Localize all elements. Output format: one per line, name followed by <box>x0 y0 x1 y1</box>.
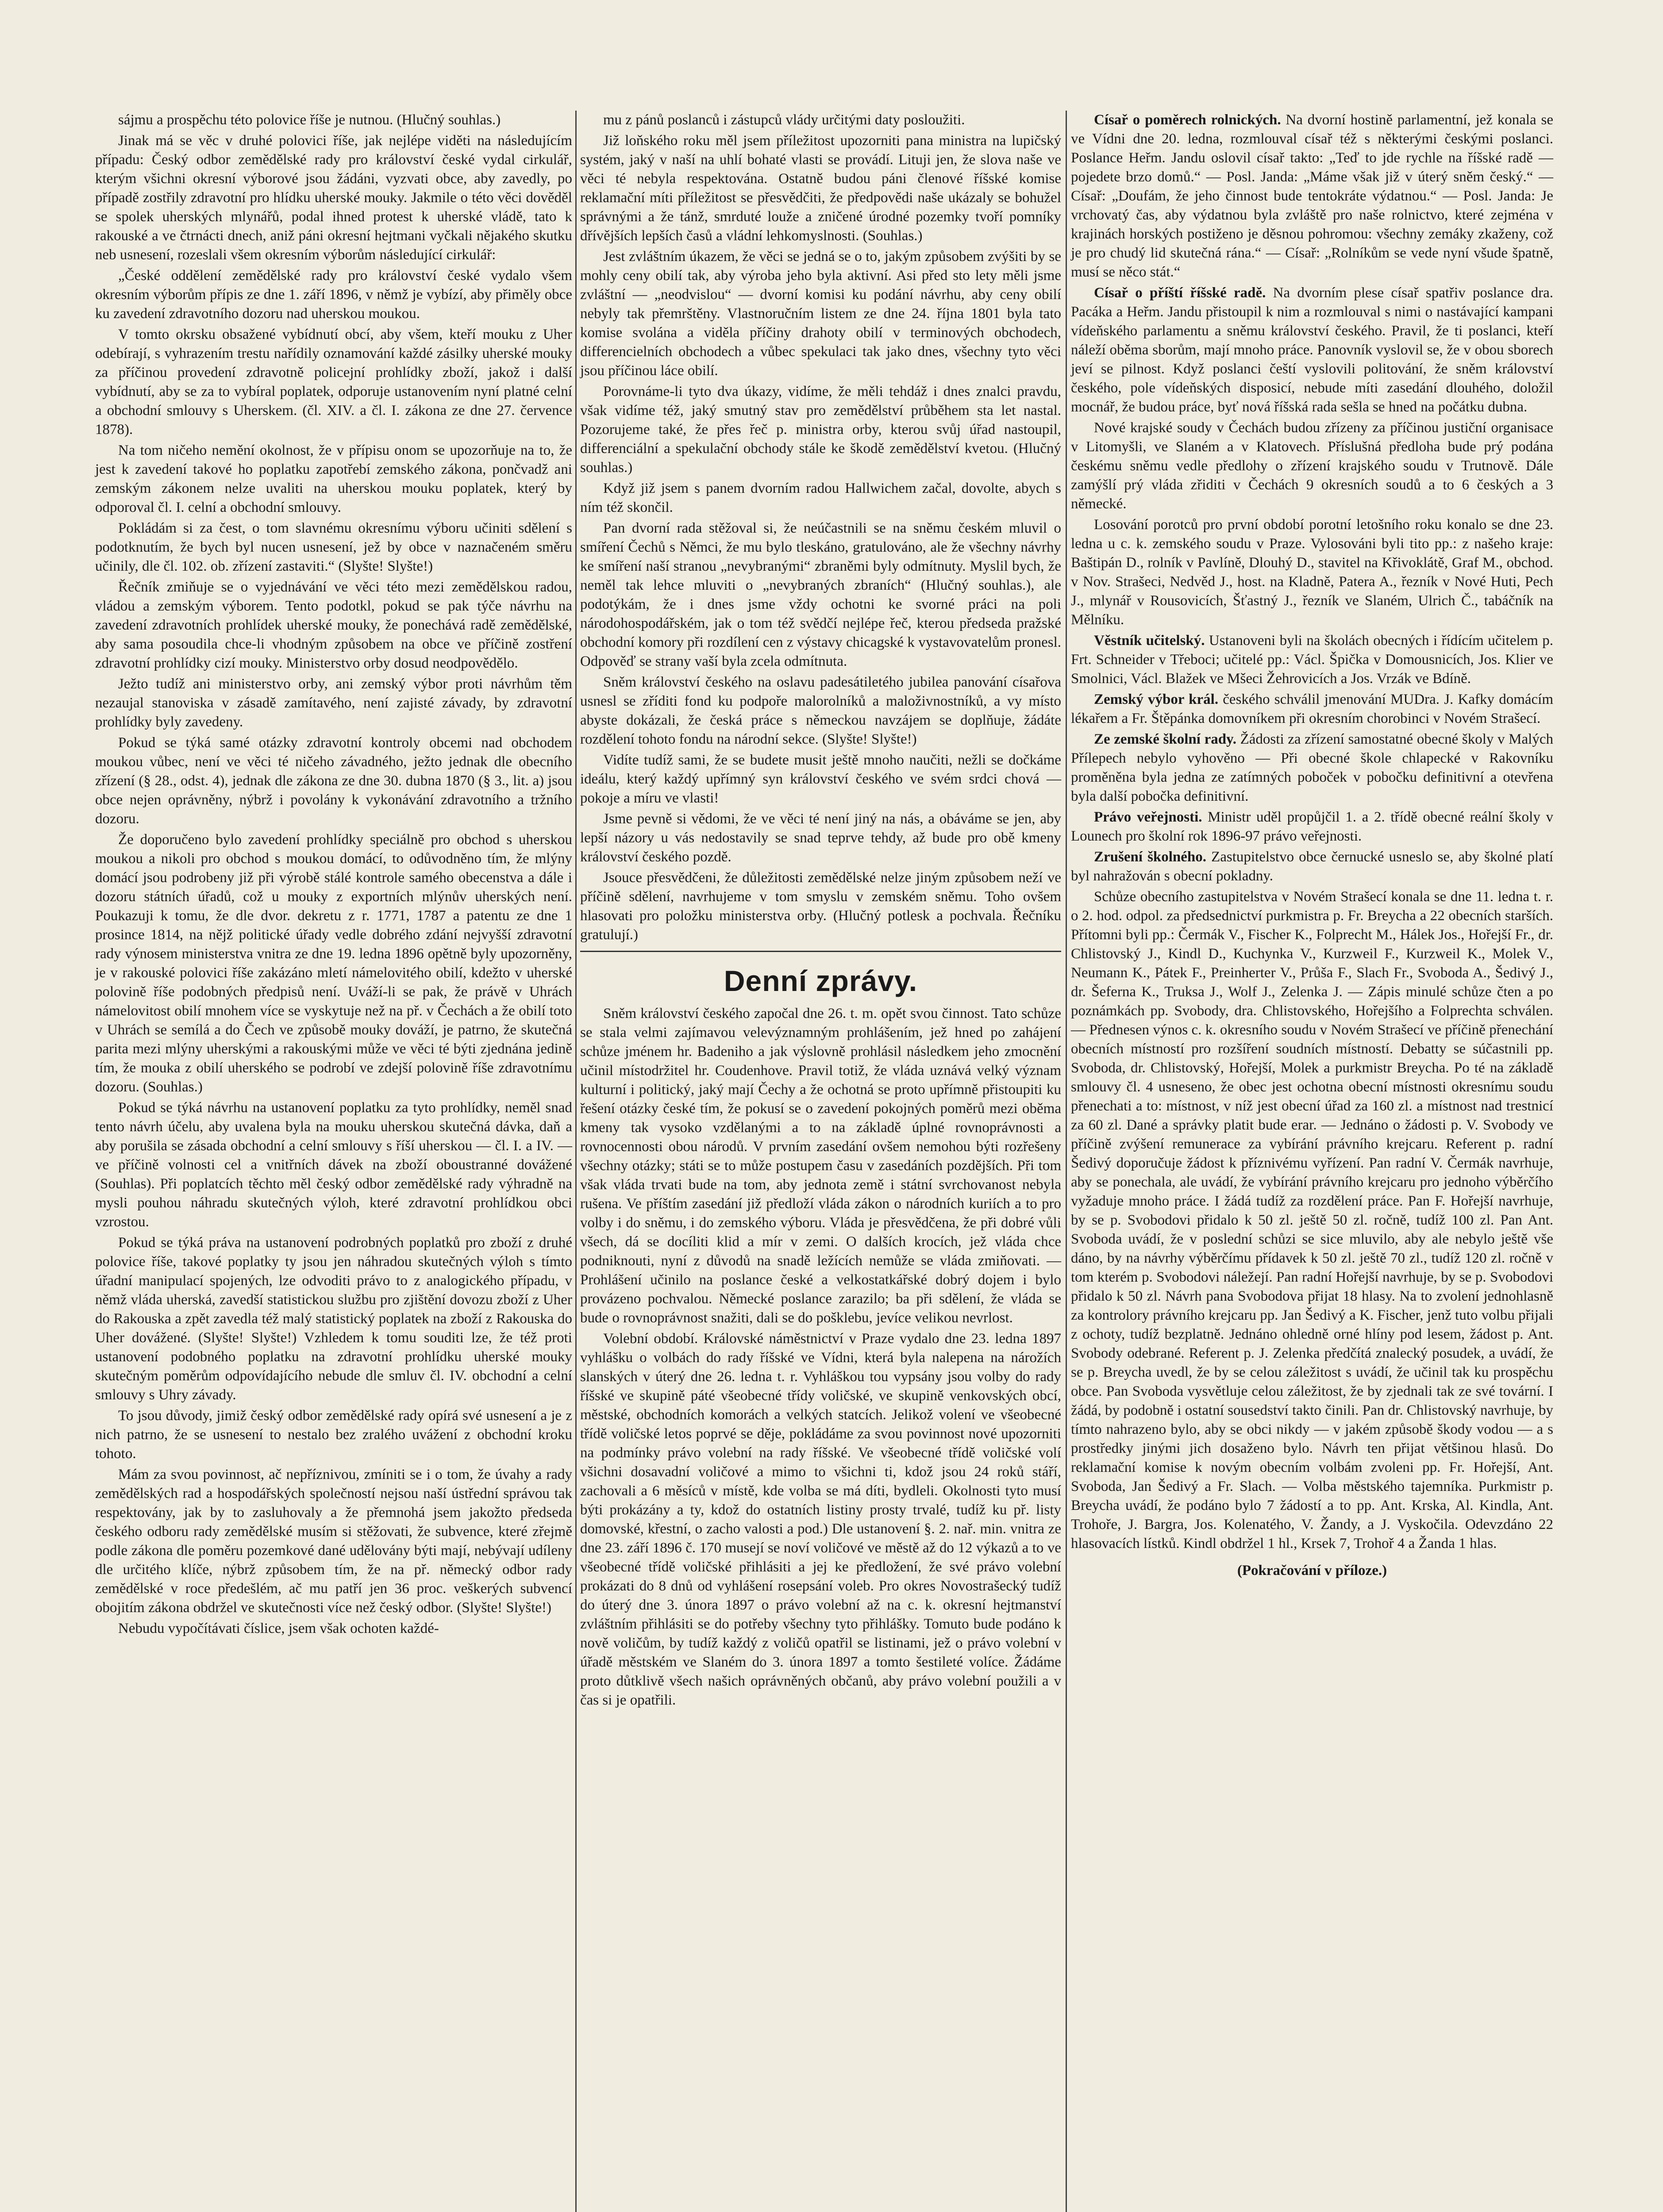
paragraph: Pokud se týká samé otázky zdravotní kontroly obcemi nad obchodem moukou vůbec, není ve věci té ničeho závadného, ježto jednak dle obecního zřízení (§ 28., odst. 4), jednak dle zákona ze dne 30. dubna 1870 (§ 3., lit. a) jsou obce nejen oprávněny, nýbrž i povolány k vykonávání zdravotního a tržního dozoru. <box>95 735 572 827</box>
paragraph: Když již jsem s panem dvorním radou Hallwichem začal, dovolte, abych s ním též skončil. <box>580 480 1061 515</box>
paragraph: Nebudu vypočítávati číslice, jsem však ochoten každé- <box>118 1621 439 1636</box>
news-item: Císař o příští říšské radě. Na dvorním plese císař spatřiv poslance dra. Pacáka a Heřm. Jandu přistoupil k nim a rozmlouval s nimi o nastávající kampani vídeňského parlamentu a sněmu království českého. Pravil, že ti poslanci, kteří náleží oběma sborům, mají mnoho práce. Panovník vyslovil se, že v obou sborech jeví se pilnost. Když poslanci čeští vyslovili politování, že sněm království českého, pole vídeňských disposicí, nebude míti zasedání dlouhého, doložil mocnář, že budou práce, byť nová říšská rada sešla se hned na počátku dubna. <box>1071 285 1553 415</box>
paragraph: To jsou důvody, jimiž český odbor zemědělské rady opírá své usnesení a je z nich patrno, že se usnesení to nestalo bez zralého uvážení z obchodní kroku tohoto. <box>95 1408 572 1462</box>
news-item: Zemský výbor král. českého schválil jmenování MUDra. J. Kafky domácím lékařem a Fr. Štěpánka domovníkem při okresním chorobinci v Novém Strašecí. <box>1071 691 1553 726</box>
paragraph: Pokud se týká práva na ustanovení podrobných poplatků pro zboží z druhé polovice říše, takové poplatky ty jsou jen náhradou skutečných výloh s tímto úřadní manipulací spojených, lze odvoditi právo to z analogického případu, v němž vláda uherská, zavedší statistickou službu pro zjištění dovozu zboží z Uher do Rakouska a zpět zavedla též malý statistický poplatek na zboží z Rakouska do Uher dovážené. (Slyšte! Slyšte!) Vzhledem k tomu souditi lze, že též proti ustanovení podobného poplatku na zdravotní prohlídku uherské mouky skutečným poměrům odpovídajícího nebude dle smluv čl. IV. obchodní a celní smlouvy s Uhry závady. <box>95 1235 572 1403</box>
news-item: Zrušení školného. Zastupitelstvo obce černucké usneslo se, aby školné platí byl nahražován s obecní pokladny. <box>1071 849 1553 884</box>
paragraph: Na tom ničeho nemění okolnost, že v přípisu onom se upozorňuje na to, že jest k zavedení takové ho poplatku zapotřebí zemského zákona, pončvadž ani zemským zákonem nelze uvaliti na uherskou mouku poplatek, který by odporoval čl. I. celní a obchodní smlouvy. <box>95 442 572 515</box>
news-item: Císař o poměrech rolnických. Na dvorní hostině parlamentní, jež konala se ve Vídni dne 20. ledna, rozmlouval císař též s některými českými poslanci. Poslance Heřm. Jandu oslovil císař takto: „Teď to jde rychle na říšské radě — pojedete brzo domů.“ — Posl. Janda: „Máme však již v úterý sněm český.“ — Císař: „Doufám, že jeho činnost bude tentokráte výdatnou.“ — Posl. Janda: Je vrchovatý čas, aby výdatnou byla zvláště pro naše rolnictvo, které zejména v krajinách horských postiženo je děsnou pohromou: všechny zemáky zkaženy, což je pro chudý lid skutečná rána.“ — Císař: „Rolníkům se vede nyní všude špatně, musí se něco stát.“ <box>1071 112 1554 280</box>
paragraph: Pokud se týká návrhu na ustanovení poplatku za tyto prohlídky, neměl snad tento návrh účelu, aby uvalena byla na mouku uherskou skutečná dávka, daň a aby porušila se zásada obchodní a celní smlouvy s říší uherskou — čl. I. a IV. — ve příčině volnosti cel a vnitřních dávek na zboží oboustranné dovážené (Souhlas). Při poplatcích těchto měl český odbor zemědělské rady výhradně na mysli pouhou náhradu skutečných výloh, které zdravotní prohlídkou obci vzrostou. <box>95 1100 572 1230</box>
column-divider <box>575 111 577 2212</box>
continuation-note: (Pokračování v příloze.) <box>1237 1563 1387 1578</box>
paragraph: Sněm království českého započal dne 26. t. m. opět svou činnost. Tato schůze se stala velmi zajímavou velevýznamným prohlášením, jež hned po zahájení schůze jménem hr. Badeniho a jak výslovně prohlásil následkem jeho zmocnění učinil místodržitel hr. Coudenhove. Pravil totiž, že vláda uznává velký význam kulturní i politický, jaký mají Čechy a že ochotná se proto upřímně přistoupiti ku řešení otázky české tím, že pokusí se o zavedení pokojných poměrů mezi oběma kmeny tak vysoko vzdělanými a to na základě úplné rovnoprávnosti a rovnocennosti obou národů. V prvním zasedání ovšem nemohou býti rozřešeny všechny otázky; státi se to může postupem času v zasedáních pozdějších. Při tom však vláda trvati bude na tom, aby jednota země i státní svrchovanost nebyla rušena. Ve příštím zasedání již předloží vláda zákon o národních kuriích a to pro volby i do sněmu, i do zemského výboru. Vláda je přesvědčena, že při dobré vůli všech, dá se docíliti klid a mír v zemi. O dalších krocích, jež vláda chce podniknouti, nyní z důvodů na snadě ležících nemůže se vláda zmiňovati. — Prohlášení učinilo na poslance české a velkostatkářské dobrý dojem i bylo provázeno pochvalou. Německé poslance zarazilo; ba při sdělení, že vláda se bude o rovnoprávnost snažiti, dali se do pošklebu, jevíce velikou nevrlost. <box>580 1006 1061 1326</box>
paragraph: Pokládám si za čest, o tom slavnému okresnímu výboru učiniti sdělení s podotknutím, že bych byl nucen usnesení, jež by obce v naznačeném směru učinily, dle čl. 102. ob. zřízení zastaviti.“ (Slyšte! Slyšte!) <box>95 520 572 574</box>
column-1 <box>95 111 572 2212</box>
paragraph: Jsme pevně si vědomi, že ve věci té není jiný na nás, a obáváme se jen, aby lepší názory u vás nedostavily se snad teprve tehdy, až bude pro obě kmeny království českého pozdě. <box>580 811 1061 865</box>
news-item: Ze zemské školní rady. Žádosti za zřízení samostatné obecné školy v Malých Přílepech nebylo vyhověno — Při obecné škole chlapecké v Rakovníku proměněna byla jedna ze zatímných poboček v pobočku definitivní a otevřena byla další pobočka definitivní. <box>1071 731 1553 804</box>
paragraph: Jinak má se věc v druhé polovici říše, jak nejlépe viděti na následujícím případu: Český odbor zemědělské rady pro království české vydal cirkulář, kterým všichni okresní výborové jsou žádáni, vyzvati obce, aby zavedly, po případě zostřily zdravotní pro hlídku uherské mouky. Jakmile o této věci dověděl se spolek uherských mlynářů, podal ihned protest k uherské vládě, tato k rakouské a ve čtrnácti dnech, aniž páni okresní hejtmani vyčkali nějakého skutku neb usnesení, rozeslali všem okresním výborům následující cirkulář: <box>95 133 572 263</box>
paragraph: Ježto tudíž ani ministerstvo orby, ani zemský výbor proti návrhům těm nezaujal stanoviska v zásadě zamítavého, není zajisté závady, by zdravotní prohlídky byly zavedeny. <box>95 676 572 730</box>
news-item: Věstník učitelský. Ustanoveni byli na školách obecných i řídícím učitelem p. Frt. Schneider v Třeboci; učitelé pp.: Václ. Špička v Domousnicích, Jos. Klier ve Smolnici, Václ. Blažek ve Mšeci Žehrovicích a Jos. Vrzák ve Bdíně. <box>1071 633 1553 687</box>
paragraph: Řečník zmiňuje se o vyjednávání ve věci této mezi zemědělskou radou, vládou a zemským výborem. Tento podotkl, pokud se pak týče návrhu na zavedení zdravotních prohlídek uherské mouky, že ponechává radě zemědělské, aby sama posoudila chce-li vhodným způsobem na obce ve příčině zostření zdravotní prohlídky cizí mouky. Ministerstvo orby dosud neodpovědělo. <box>95 579 572 671</box>
news-item: Právo veřejnosti. Ministr uděl propůjčil 1. a 2. třídě obecné reální školy v Lounech pro školní rok 1896-97 právo veřejnosti. <box>1071 809 1554 844</box>
paragraph: Mám za svou povinnost, ač nepříznivou, zmíniti se i o tom, že úvahy a rady zemědělských rad a hospodářských společností nejsou naší ústřední správou tak respektovány, jak by to zasluhovaly a že přemnohá jsem jakožto předseda českého odboru rady zemědělské musím si stěžovati, že subvence, které zřejmě podle zákona dle poměru pozemkové dané udělovány býti mají, nebývají udíleny dle určitého klíče, nýbrž způsobem tím, že na př. německý odbor rady zemědělské v roce předešlém, ač mu patří jen 36 proc. veškerých subvencí obojitím zákona obdržel ve skutečnosti více než český odbor. (Slyšte! Slyšte!) <box>95 1467 572 1616</box>
news-item: Losování porotců pro první období porotní letošního roku konalo se dne 23. ledna u c. k. zemského soudu v Praze. Vylosováni byli tito pp.: z našeho kraje: Baštipán D., rolník v Pavlíně, Dlouhý D., stavitel na Křivoklátě, Graf M., obchod. v Nov. Strašeci, Nedvěd J., host. na Kladně, Patera A., řezník v Nové Huti, Pech J., mlynář v Rousovicích, Šťastný J., řezník ve Slaném, Ulrich Č., tabáčník na Mělníku. <box>1071 517 1553 628</box>
column-divider <box>1066 111 1067 2212</box>
section-heading: Denní zprávy. <box>724 964 918 997</box>
column-3 <box>1071 111 1553 2212</box>
paragraph: mu z pánů poslanců i zástupců vlády určitými daty posloužiti. <box>603 112 965 128</box>
paragraph: Sněm království českého na oslavu padesátiletého jubilea panování císařova usnesl se zříditi fond ku podpoře malorolníků a maloživnostníků, a vy místo abyste dokázali, že česká práce s německou navzájem se doplňuje, žádáte rozdělení tohoto fondu na národní sekce. (Slyšte! Slyšte!) <box>580 674 1061 747</box>
paragraph: Již loňského roku měl jsem příležitost upozorniti pana ministra na lupičský systém, jaký v naší na uhlí bohaté vlasti se provádí. Lituji jen, že slova naše ve věci té nebyla respektována. Ostatně budou páni členové říšské komise reklamační míti příležitost se přesvědčiti, že předpovědi naše ukázaly se bohužel správnými a že tánž, smrduté louže a zničené úrodné pozemky tvoří pomníky dřívějších lepších časů a vládní lehkomyslnosti. (Souhlas.) <box>580 133 1061 244</box>
paragraph: Volební období. Královské náměstnictví v Praze vydalo dne 23. ledna 1897 vyhlášku o volbách do rady říšské ve Vídni, která byla nalepena na nárožích slanských v úterý dne 26. ledna t. r. Vyhláškou tou vypsány jsou volby do rady říšské ve skupině páté všeobecné třídy voličské, ve skupině venkovských obcí, městské, obchodních komorách a velkých statcích. Jelikož volení ve všeobecné třídě voličské letos poprvé se děje, pokládáme za svou povinnost nové upozorniti na podmínky právo volební na rady říšské. Ve všeobecné třídě voličské volí všichni dosavadní voličové a mimo to všichni ti, kdož jsou 24 roků stáří, zachovali a 6 měsíců v místě, kde volba se má díti, bydleli. Okolnosti tyto musí býti prokázány a ty, kdož do ostatních listiny prosty trvalé, tudíž ku př. listy domovské, křestní, o zacho valosti a pod.) Dle ustanovení §. 2. nař. min. vnitra ze dne 23. září 1896 č. 170 musejí se noví voličové ve městě až do 12 výkazů a to ve všeobecné třídě voličské přihlásiti a jej ke předložení, že své právo volební prokázati do 8 dnů od vyhlášení rosepsání voleb. Pro okres Novostrašecký tudíž do úterý dne 3. února 1897 o právo volební až na c. k. okresní hejtmanství zvláštním přihlásiti se do potřeby všechny tyto přihlášky. Tomuto bude podáno k nově voličům, by tudíž každý z voličů opatřil se listinami, jež o právo volební v úřadě městském ve Slaném do 3. února 1897 a tomto šestileté volíce. Žádáme proto důtklivě všech našich oprávněných občanů, aby právo volební použili a v čas si je opatřili. <box>580 1331 1061 1708</box>
paragraph: Porovnáme-li tyto dva úkazy, vidíme, že měli tehdáž i dnes znalci pravdu, však vidíme též, jaký smutný stav pro zemědělství průběhem sta let nastal. Pozorujeme také, že přes řeč p. ministra orby, kterou svůj úřad nastoupil, differenciální a spekulační obchody stále ke škodě zemědělství kvetou. (Hlučný souhlas.) <box>580 384 1061 476</box>
news-item: Nové krajské soudy v Čechách budou zřízeny za příčinou justiční organisace v Litomyšli, ve Slaném a v Klatovech. Příslušná předloha bude prý podána českému sněmu vedle předlohy o zřízení krajského soudu v Trutnově. Dále zamýšlí prý vláda zřiditi v Čechách 9 okresních soudů a to 6 českých a 3 německé. <box>1071 420 1553 512</box>
news-item: Schůze obecního zastupitelstva v Novém Strašecí konala se dne 11. ledna t. r. o 2. hod. odpol. za předsednictví purkmistra p. Fr. Breycha a 22 obecních starších. Přítomni byli pp.: Čermák V., Fischer K., Folprecht M., Hálek Jos., Hořejší Fr., dr. Chlistovský J., Kindl D., Kuchynka V., Kurzweil F., Kurzweil K., Molek V., Neumann K., Pátek F., Preinherter V., Průša F., Slach Fr., Svoboda A., Šedivý J., dr. Šeferna K., Truksa J., Wolf J., Zelenka J. — Zápis minulé schůze čten a po poznámkách pp. Svobody, dra. Chlistovského, Hořejšího a Folprechta schválen. — Přednesen výnos c. k. okresního soudu v Novém Strašecí ve příčině přenechání obecních místností pro rozšíření soudních místností. Debatty se súčastnili pp. Svoboda, dr. Chlistovský, Hořejší, Molek a purkmistr Breycha. Po té na základě smlouvy čl. 4 usneseno, že obec jest ochotna obecní místnosti okresnímu soudu přenechati a to: místnost, v níž jest obecní úřad za 160 zl. a místnost nad trestnicí za 60 zl. Dané a správky platit bude erar. — Jednáno o žádosti p. V. Svobody ve příčině zvýšení remunerace za vybírání právního krejcaru. Referent p. radní Šedivý doporučuje žádost k příznivému vyřízení. Pan radní V. Čermák navrhuje, aby se ponechala, ale uvádí, že vybírání právního krejcaru pro jednoho výběrčího vyžaduje mnoho práce. I žádá tudíž za rozdělení práce. Pan F. Hořejší navrhuje, by se p. Svobodovi přidalo k 50 zl. ještě 50 zl. ročně, tudíž 100 zl. Pan Ant. Svoboda uvádí, že v poslední schůzi se sice mluvilo, aby ale nebylo ještě vše dáno, by na návrhy výběrčímu přídavek k 50 zl. ještě 70 zl., tudíž 120 zl. ročně v tom kterém p. Svobodovi náležejí. Pan radní Hořejší navrhuje, by se p. Svobodovi přidalo k 50 zl. Návrh pana Svobodova přijat 18 hlasy. Na to zvolení jednohlasně za kontrolory právního krejcaru pp. Jan Šedivý a K. Fischer, jenž tuto volbu přijali z ochoty, tudíž bezplatně. Jednáno ohledně orné hlíny pod lesem, žádost p. Ant. Svobody odebrané. Referent p. J. Zelenka předčítá znalecký posudek, a uvádí, že se p. Breycha uvedl, že by se celou záležitost s uvádí, že učinil tak ku prospěchu obce. Pan Svoboda vysvětluje celou záležitost, že by zjednali tak ze své tovární. I žádá, by podobně i ostatní sousedství takto činili. Pan dr. Chlistovský navrhuje, by tímto nahrazeno bylo, aby se obci nikdy — v jakém způsobě škody vodou — a s prostředky jinými jich dosaženo bylo. Návrh ten přijat většinou hlasů. Do reklamační komise k novým obecním volbám zvoleni pp. Fr. Hořejší, Ant. Svoboda, Jan Šedivý a Fr. Slach. — Volba městského tajemníka. Purkmistr p. Breycha uvádí, že podáno bylo 7 žádostí a to pp. Ant. Krska, Al. Kindla, Ant. Trohoře, J. Bargra, Jos. Kolenatého, V. Žandy, a J. Vyskočila. Odevzdáno 22 hlasovacích lístků. Kindl obdržel 1 hl., Krsek 7, Trohoř 4 a Žanda 1 hlas. <box>1071 889 1553 1551</box>
paragraph: Pan dvorní rada stěžoval si, že neúčastnili se na sněmu českém mluvil o smíření Čechů s Němci, že mu bylo tleskáno, gratulováno, ale že všechny návrhy ke smíření naší stranou „nevybranými“ zbraněmi byly odmítnuty. Myslil bych, že neměl tak lehce mluviti o „nevybraných zbraních“ (Hlučný souhlas.), ale podotýkám, že i dnes jsme vždy ochotni ke svorné práci na poli národohospodářském, jak o tom též svědčí nejlépe řeč, kterou předseda pražské obchodní komory při rozdílení cen z výstavy chicagské k vystavovatelům pronesl. Odpověď se strany vaší byla zcela odmítnuta. <box>580 520 1061 669</box>
paragraph: Vidíte tudíž sami, že se budete musit ještě mnoho naučiti, nežli se dočkáme ideálu, který každý upřímný syn království českého ve svém srdci chová — pokoje a míru ve vlasti! <box>580 752 1061 806</box>
section-rule <box>580 951 1061 952</box>
paragraph: sájmu a prospěchu této polovice říše je nutnou. (Hlučný souhlas.) <box>118 112 501 128</box>
paragraph: Jsouce přesvědčeni, že důležitosti zemědělské nelze jiným způsobem neží ve příčině sdělení, navrhujeme v tom smyslu v zemském sněmu. Toho ovšem hlasovati pro položku ministerstva orby. (Hlučný potlesk a pochvala. Řečníku gratulují.) <box>580 870 1061 943</box>
column-2 <box>580 111 1061 2212</box>
paragraph: „České oddělení zemědělské rady pro království české vydalo všem okresním výborům přípis ze dne 1. září 1896, v němž je vybízí, aby přiměly obce ku zavedení zdravotního dozoru nad uherskou moukou. <box>95 268 572 322</box>
paragraph: Že doporučeno bylo zavedení prohlídky speciálně pro obchod s uherskou moukou a nikoli pro obchod s moukou domácí, to odůvodněno tím, že mlýny domácí jsou podrobeny již při výrobě stálé kontrole samého obecenstva a dále i dozoru státních úřadů, což u mouky z exportních mlýnův uherských není. Poukazuji k tomu, že dle dvor. dekretu z r. 1771, 1787 a patentu ze dne 1 prosince 1814, na nějž politické úřady vedle dobrého zdání nejvyšší zdravotní rady výnosem ministerstva vnitra ze dne 19. ledna 1896 opětně byly upozorněny, je v rakouské polovici říše zakázáno mletí námelovitého obilí, kdežto v uherské polovině říše podobných předpisů není. Uváží-li se pak, že právě v Uhrách námelovitost obilí mnohem více se vyskytuje než na př. v Čechách a že obilí toto v Uhrách se semílá a do Čech ve způsobě mouky dováží, je patrno, že skutečná parita mezi mlýny uherskými a rakouskými může ve věci té býti zjednána jedině tím, že mouka z obilí uherského se podrobí ve zdejší polovině říše zdravotnímu dozoru. (Souhlas.) <box>95 832 572 1095</box>
paragraph: V tomto okrsku obsažené vybídnutí obcí, aby všem, kteří mouku z Uher odebírají, s vyhrazením trestu nařídily oznamování každé zásilky uherské mouky za příčinou provedení zdravotně policejní prohlídky zboží, jakož i další vybídnutí, aby se za to vybíral poplatek, odporuje ustanovením nyní platné celní a obchodní smlouvy s Uherskem. (čl. XIV. a čl. I. zákona ze dne 27. července 1878). <box>95 326 572 438</box>
paragraph: Jest zvláštním úkazem, že věci se jedná se o to, jakým způsobem zvýšiti by se mohly ceny obilí tak, aby výroba jeho byla aktivní. Asi před sto lety měli jsme zvláštní — „neodvislou“ — dvorní komisi ku podání návrhu, aby ceny obilí nebyly tak přemrštěny. Vlastnoručním listem ze dne 24. října 1801 byla tato komise svolána a viděla příčiny drahoty obilí v terminových obchodech, differencielních obchodech a vůbec spekulaci tak jako dnes, všechny tyto věci jsou příčinou láce obilí. <box>580 249 1061 379</box>
